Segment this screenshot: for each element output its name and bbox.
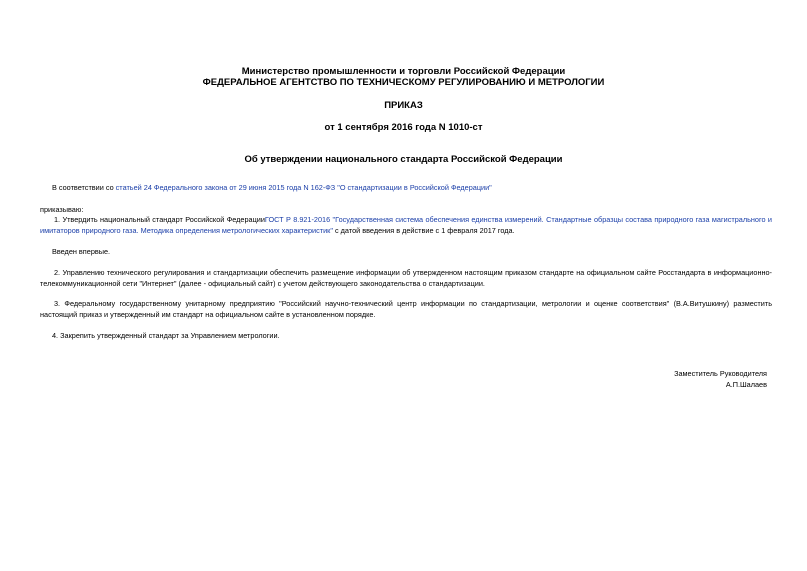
- signatory-position: Заместитель Руководителя: [674, 369, 767, 378]
- agency-heading: ФЕДЕРАЛЬНОЕ АГЕНТСТВО ПО ТЕХНИЧЕСКОМУ РЕГУЛИРОВАНИЮ И МЕТРОЛОГИИ: [202, 77, 605, 88]
- item-4-paragraph: 4. Закрепить утвержденный стандарт за Управлением метрологии.: [52, 331, 280, 340]
- document-type: ПРИКАЗ: [384, 100, 423, 111]
- item-1-suffix: с датой введения в действие с 1 февраля 2017 года.: [332, 226, 515, 235]
- signatory-name: А.П.Шалаев: [725, 380, 767, 389]
- ministry-heading: Министерство промышленности и торговли Российской Федерации: [241, 66, 566, 77]
- federal-law-link[interactable]: статьей 24 Федерального закона от 29 июня 2015 года N 162-ФЗ "О стандартизации в Российской Федерации": [115, 183, 492, 192]
- introduced-note: Введен впервые.: [52, 247, 111, 256]
- document-subject: Об утверждении национального стандарта Российской Федерации: [244, 154, 563, 165]
- item-3-paragraph: 3. Федеральному государственному унитарному предприятию "Российский научно-технический центр информации по стандартизации, метрологии и оценке соответствия" (В.А.Витушкину) разместить настоящий приказ и утвержденный им стандарт на официальном сайте в установленном порядке.: [40, 299, 772, 319]
- document-date-number: от 1 сентября 2016 года N 1010-ст: [324, 122, 483, 133]
- preamble-prefix: В соответствии со: [52, 183, 116, 192]
- preamble-paragraph: [52, 182, 772, 193]
- item-1-prefix: 1. Утвердить национальный стандарт Российской Федерации: [54, 215, 265, 224]
- gost-standard-link[interactable]: ГОСТ Р 8.921-2016 "Государственная система обеспечения единства измерений. Стандартные образцы состава природного газа магистрального и имитаторов природного газа. Методика определения метрологических характеристик": [40, 215, 772, 235]
- order-word: приказываю:: [40, 205, 84, 214]
- item-2-paragraph: 2. Управлению технического регулирования и стандартизации обеспечить размещение информации об утвержденном настоящим приказом стандарте на официальном сайте Росстандарта в информационно-телекоммуникационной сети "Интернет" (далее - официальный сайт) с учетом действующего законодательства о стандартизации.: [40, 268, 772, 288]
- item-1-paragraph: [40, 214, 772, 236]
